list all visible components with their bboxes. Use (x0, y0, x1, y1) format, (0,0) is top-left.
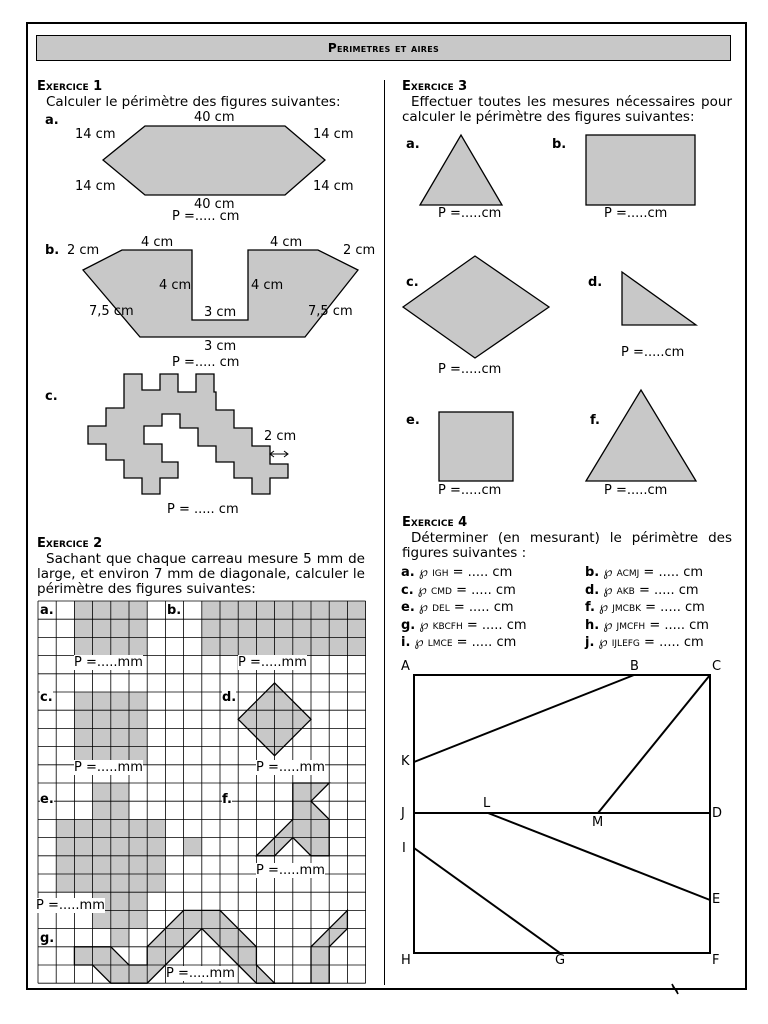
point-A: A (401, 659, 410, 674)
ex4-item-answer: = ..... cm (451, 582, 516, 598)
ex3-rectangle-b (586, 135, 695, 205)
ex1-b-letter: b. (45, 243, 60, 258)
ex3-label-c: c. (406, 275, 419, 290)
ex4-item-letter: d. (585, 582, 600, 598)
page-title: Perimetres et aires (36, 35, 731, 61)
ex2-answer-d: P =.....mm (256, 760, 325, 775)
ex3-heading: Exercice 3 (402, 79, 468, 94)
perimeter-symbol-icon: ℘ (413, 582, 431, 598)
ex3-answer-c: P =.....cm (438, 362, 502, 377)
ex4-item-answer: = ..... cm (639, 635, 704, 650)
perimeter-symbol-icon: ℘ (414, 565, 433, 580)
ex1-a-ur: 14 cm (313, 127, 354, 142)
point-C: C (712, 659, 722, 674)
ex4-item-answer: = ..... cm (639, 565, 704, 580)
point-K: K (401, 754, 410, 769)
ex4-item-figure: IJLEFG (611, 639, 640, 649)
ex4-item (585, 635, 704, 650)
ex1-b-l4: 4 cm (141, 235, 174, 250)
ex2-answer-e: P =.....mm (36, 898, 105, 913)
ex1-a-answer: P =..... cm (172, 209, 240, 224)
ex4-instruction: Déterminer (en mesurant) le périmètre des figures suivantes : (402, 530, 732, 561)
ex1-b-r75: 7,5 cm (308, 304, 353, 319)
ex1-b-m3: 3 cm (204, 305, 237, 320)
ex4-item-answer: = ..... cm (452, 635, 517, 650)
ex2-label-g: g. (40, 931, 55, 946)
ex1-instruction: Calculer le périmètre des figures suivantes: (46, 94, 341, 110)
ex1-a-lr: 14 cm (313, 179, 354, 194)
perimeter-symbol-icon: ℘ (594, 635, 612, 650)
grid-shape-cell (111, 929, 129, 947)
ex4-item-answer: = ..... cm (641, 600, 705, 615)
ex2-answer-c: P =.....mm (74, 760, 143, 775)
ex2-label-b: b. (167, 603, 182, 618)
ex1-b-l2: 2 cm (67, 243, 100, 258)
perimeter-symbol-icon: ℘ (414, 600, 433, 615)
ex4-item (585, 583, 699, 598)
ex1-heading: Exercice 1 (37, 79, 103, 94)
perimeter-symbol-icon: ℘ (594, 600, 613, 615)
ex3-square-e (439, 412, 513, 481)
ex4-item-letter: c. (401, 582, 414, 598)
column-divider (384, 80, 385, 985)
ex4-item-figure: IGH (432, 569, 449, 579)
ex4-item-letter: f. (585, 600, 595, 615)
point-L: L (483, 796, 491, 811)
ex4-heading: Exercice 4 (402, 515, 468, 530)
ex3-label-a: a. (406, 137, 420, 152)
ex2-answer-g: P =.....mm (166, 966, 235, 981)
ex4-item-letter: e. (401, 600, 415, 615)
ex2-answer-a: P =.....mm (74, 655, 143, 670)
ex2-label-a: a. (40, 603, 54, 618)
ex4-figure (0, 0, 10, 10)
ex1-b-l75: 7,5 cm (89, 304, 134, 319)
ex1-c-letter: c. (45, 389, 58, 404)
ex4-item (401, 583, 516, 598)
ex1-b-answer: P =..... cm (172, 355, 240, 370)
ex1-b-ri4: 4 cm (251, 278, 284, 293)
point-F: F (712, 953, 720, 968)
ex2-label-e: e. (40, 792, 54, 807)
ex4-item-figure: AKB (616, 586, 635, 597)
ex4-item-letter: g. (401, 617, 416, 633)
ex1-b-r2: 2 cm (343, 243, 376, 258)
point-J: J (401, 806, 405, 821)
ex1-b-li4: 4 cm (159, 278, 192, 293)
ex3-answer-f: P =.....cm (604, 483, 668, 498)
ex2-label-f: f. (222, 792, 232, 807)
ex4-item (585, 600, 705, 615)
ex4-item-answer: = ..... cm (448, 565, 513, 580)
ex3-label-d: d. (588, 275, 603, 290)
ex4-item-figure: JMCBK (612, 604, 642, 614)
ex4-item (401, 600, 514, 615)
ex4-item-figure: LMCE (427, 639, 453, 649)
grid-shape-cell (93, 910, 148, 928)
ex3-label-f: f. (590, 413, 600, 428)
point-B: B (630, 659, 639, 674)
grid-shape-cell (202, 601, 366, 656)
ex4-item-answer: = ..... cm (645, 617, 709, 633)
ex2-label-c: c. (40, 690, 53, 705)
ex3-answer-b: P =.....cm (604, 206, 668, 221)
point-I: I (402, 841, 406, 856)
ex1-c-dim: 2 cm (264, 429, 297, 444)
ex2-instruction: Sachant que chaque carreau mesure 5 mm de large, et environ 7 mm de diagonale, calculer le périmètre des figures suivantes: (37, 551, 365, 597)
ex4-item (401, 635, 516, 650)
ex4-item-figure: CMD (431, 586, 452, 597)
perimeter-symbol-icon: ℘ (410, 635, 428, 650)
point-M: M (592, 815, 604, 830)
ex3-instruction: Effectuer toutes les mesures nécessaires pour calculer le périmètre des figures suivantes: (402, 94, 732, 125)
perimeter-symbol-icon: ℘ (599, 617, 617, 633)
point-H: H (401, 953, 411, 968)
ex4-item (401, 565, 512, 580)
ex1-a-top: 40 cm (194, 110, 235, 125)
frame-notch (660, 982, 690, 994)
ex2-answer-f: P =.....mm (256, 863, 325, 878)
ex4-item-answer: = ..... cm (462, 617, 527, 633)
point-E: E (712, 892, 721, 907)
ex1-b-b3: 3 cm (204, 339, 237, 354)
ex4-item (401, 618, 527, 633)
ex4-item-letter: a. (401, 565, 415, 580)
ex1-a-ll: 14 cm (75, 179, 116, 194)
ex2-heading: Exercice 2 (37, 536, 103, 551)
grid-shape-cell (184, 838, 202, 856)
ex3-answer-e: P =.....cm (438, 483, 502, 498)
ex1-a-letter: a. (45, 113, 59, 128)
ex1-c-answer: P = ..... cm (167, 502, 239, 517)
ex4-item (585, 618, 709, 633)
ex3-label-b: b. (552, 137, 567, 152)
ex1-a-ul: 14 cm (75, 127, 116, 142)
ex4-item-letter: i. (401, 635, 411, 650)
point-G: G (555, 953, 566, 968)
ex2-label-d: d. (222, 690, 237, 705)
ex4-item-figure: JMCFH (616, 621, 646, 632)
ex4-item-letter: h. (585, 617, 600, 633)
ex2-answer-b: P =.....mm (238, 655, 307, 670)
ex4-item-answer: = ..... cm (449, 600, 514, 615)
ex4-item-figure: DEL (432, 604, 450, 614)
ex3-answer-a: P =.....cm (438, 206, 502, 221)
ex4-item-answer: = ..... cm (634, 582, 699, 598)
ex3-label-e: e. (406, 413, 420, 428)
perimeter-symbol-icon: ℘ (599, 582, 617, 598)
ex3-answer-d: P =.....cm (621, 345, 685, 360)
ex4-item-letter: b. (585, 565, 600, 580)
perimeter-symbol-icon: ℘ (599, 565, 617, 580)
ex1-a-bottom: 40 cm (194, 197, 235, 212)
point-D: D (712, 806, 723, 821)
ex4-item (585, 565, 703, 580)
ex4-item-letter: j. (585, 635, 595, 650)
perimeter-symbol-icon: ℘ (415, 617, 433, 633)
ex4-item-figure: KBCFH (432, 621, 463, 632)
ex1-b-r4: 4 cm (270, 235, 303, 250)
ex4-item-figure: ACMJ (616, 569, 640, 579)
